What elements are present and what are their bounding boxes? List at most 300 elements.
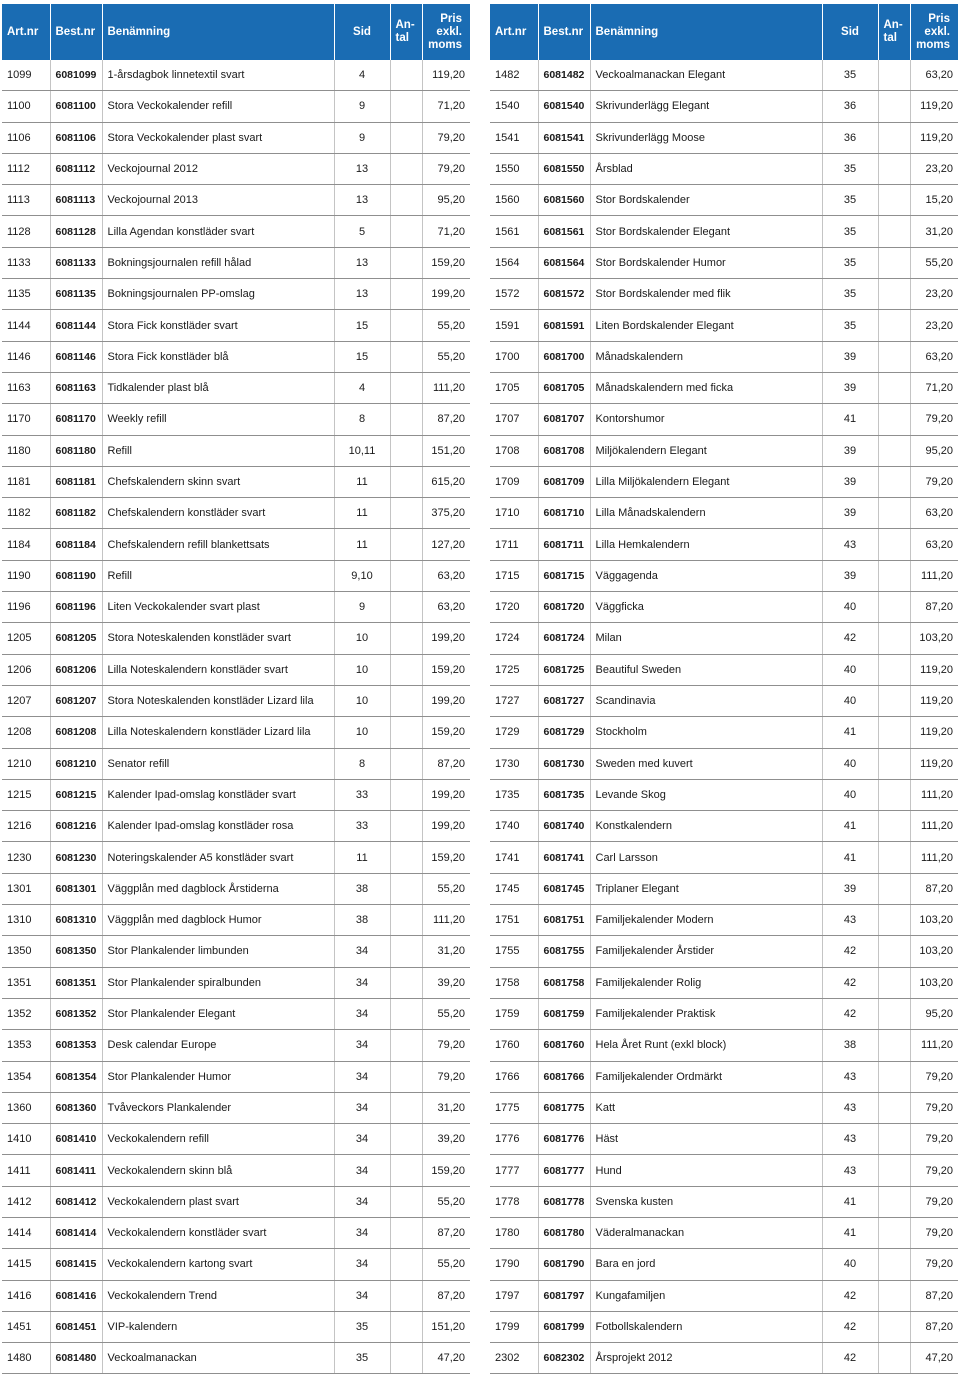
sid-cell: 39 xyxy=(822,341,878,372)
pris-cell: 63,20 xyxy=(910,60,958,91)
benamning-cell: Stora Fick konstläder svart xyxy=(102,310,334,341)
pris-cell: 55,20 xyxy=(910,247,958,278)
sid-cell: 39 xyxy=(822,466,878,497)
header-art-nr: Art.nr xyxy=(490,4,538,60)
antal-cell xyxy=(390,122,422,153)
sid-cell: 40 xyxy=(822,779,878,810)
art-nr-cell: 1170 xyxy=(2,404,50,435)
benamning-cell: Väggagenda xyxy=(590,560,822,591)
benamning-cell: Familjekalender Årstider xyxy=(590,936,822,967)
pris-cell: 87,20 xyxy=(422,404,470,435)
antal-cell xyxy=(390,529,422,560)
antal-cell xyxy=(390,779,422,810)
header-benamning: Benämning xyxy=(590,4,822,60)
table-row xyxy=(2,967,470,998)
benamning-cell: Veckokalendern konstläder svart xyxy=(102,1217,334,1248)
table-row xyxy=(2,435,470,466)
pris-cell: 63,20 xyxy=(910,498,958,529)
art-nr-cell: 1725 xyxy=(490,654,538,685)
header-pris xyxy=(910,4,958,60)
benamning-cell: Scandinavia xyxy=(590,685,822,716)
table-row xyxy=(490,1249,958,1280)
best-nr-cell: 6081560 xyxy=(538,185,590,216)
benamning-cell: Veckokalendern skinn blå xyxy=(102,1155,334,1186)
pris-cell: 63,20 xyxy=(422,592,470,623)
art-nr-cell: 1709 xyxy=(490,466,538,497)
sid-cell: 41 xyxy=(822,811,878,842)
sid-cell: 11 xyxy=(334,466,390,497)
sid-cell: 15 xyxy=(334,341,390,372)
benamning-cell: Lilla Noteskalendern konstläder svart xyxy=(102,654,334,685)
pris-cell: 71,20 xyxy=(422,91,470,122)
sid-cell: 39 xyxy=(822,560,878,591)
benamning-cell: Chefskalendern konstläder svart xyxy=(102,498,334,529)
antal-cell xyxy=(878,1124,910,1155)
antal-cell xyxy=(878,404,910,435)
best-nr-cell: 6081144 xyxy=(50,310,102,341)
table-row xyxy=(490,998,958,1029)
benamning-cell: Lilla Månadskalendern xyxy=(590,498,822,529)
benamning-cell: Noteringskalender A5 konstläder svart xyxy=(102,842,334,873)
antal-cell xyxy=(878,91,910,122)
best-nr-cell: 6081451 xyxy=(50,1311,102,1342)
benamning-cell: Årsblad xyxy=(590,153,822,184)
pris-cell: 79,20 xyxy=(910,466,958,497)
sid-cell: 38 xyxy=(334,905,390,936)
sid-cell: 41 xyxy=(822,717,878,748)
table-row xyxy=(490,1061,958,1092)
benamning-cell: Årsprojekt 2012 xyxy=(590,1343,822,1374)
table-row xyxy=(490,1311,958,1342)
antal-cell xyxy=(390,1124,422,1155)
best-nr-cell: 6081777 xyxy=(538,1155,590,1186)
art-nr-cell: 1776 xyxy=(490,1124,538,1155)
pris-cell: 55,20 xyxy=(422,1186,470,1217)
antal-cell xyxy=(878,654,910,685)
pris-cell: 111,20 xyxy=(910,1030,958,1061)
best-nr-cell: 6081751 xyxy=(538,905,590,936)
art-nr-cell: 1215 xyxy=(2,779,50,810)
benamning-cell: Stor Plankalender Elegant xyxy=(102,998,334,1029)
pris-cell: 119,20 xyxy=(910,122,958,153)
sid-cell: 13 xyxy=(334,185,390,216)
sid-cell: 33 xyxy=(334,779,390,810)
best-nr-cell: 6081482 xyxy=(538,60,590,91)
art-nr-cell: 1735 xyxy=(490,779,538,810)
table-row xyxy=(490,341,958,372)
benamning-cell: Väggplån med dagblock Årstiderna xyxy=(102,873,334,904)
antal-cell xyxy=(390,1155,422,1186)
art-nr-cell: 1760 xyxy=(490,1030,538,1061)
header-sid: Sid xyxy=(822,4,878,60)
benamning-cell: Refill xyxy=(102,560,334,591)
benamning-cell: Veckokalendern plast svart xyxy=(102,1186,334,1217)
sid-cell: 34 xyxy=(334,1155,390,1186)
sid-cell: 35 xyxy=(822,216,878,247)
benamning-cell: Stockholm xyxy=(590,717,822,748)
table-row xyxy=(2,1092,470,1123)
antal-cell xyxy=(878,623,910,654)
table-row xyxy=(2,498,470,529)
best-nr-cell: 6081705 xyxy=(538,372,590,403)
best-nr-cell: 6081708 xyxy=(538,435,590,466)
table-row xyxy=(490,404,958,435)
best-nr-cell: 6081190 xyxy=(50,560,102,591)
art-nr-cell: 1700 xyxy=(490,341,538,372)
pris-cell: 103,20 xyxy=(910,967,958,998)
pris-cell: 119,20 xyxy=(910,748,958,779)
sid-cell: 42 xyxy=(822,936,878,967)
pris-cell: 95,20 xyxy=(910,998,958,1029)
best-nr-cell: 6081411 xyxy=(50,1155,102,1186)
table-row xyxy=(490,498,958,529)
art-nr-cell: 1724 xyxy=(490,623,538,654)
benamning-cell: Veckoalmanackan Elegant xyxy=(590,60,822,91)
table-row xyxy=(490,122,958,153)
header-antal-line2: tal xyxy=(395,32,409,44)
sid-cell: 33 xyxy=(334,811,390,842)
sid-cell: 42 xyxy=(822,1311,878,1342)
best-nr-cell: 6081540 xyxy=(538,91,590,122)
table-row xyxy=(2,717,470,748)
table-header xyxy=(490,4,958,60)
benamning-cell: Stor Plankalender limbunden xyxy=(102,936,334,967)
best-nr-cell: 6081351 xyxy=(50,967,102,998)
pris-cell: 111,20 xyxy=(910,779,958,810)
header-benamning: Benämning xyxy=(102,4,334,60)
benamning-cell: Stor Bordskalender Elegant xyxy=(590,216,822,247)
table-row xyxy=(490,216,958,247)
best-nr-cell: 6081760 xyxy=(538,1030,590,1061)
benamning-cell: Skrivunderlägg Moose xyxy=(590,122,822,153)
table-row xyxy=(490,153,958,184)
sid-cell: 10,11 xyxy=(334,435,390,466)
antal-cell xyxy=(390,560,422,591)
table-row xyxy=(490,873,958,904)
sid-cell: 34 xyxy=(334,936,390,967)
pris-cell: 111,20 xyxy=(910,560,958,591)
pris-cell: 87,20 xyxy=(422,1280,470,1311)
sid-cell: 42 xyxy=(822,1343,878,1374)
antal-cell xyxy=(390,748,422,779)
antal-cell xyxy=(878,60,910,91)
sid-cell: 34 xyxy=(334,1030,390,1061)
header-antal-line1: An- xyxy=(883,19,903,31)
antal-cell xyxy=(878,341,910,372)
antal-cell xyxy=(878,560,910,591)
antal-cell xyxy=(878,529,910,560)
sid-cell: 34 xyxy=(334,1280,390,1311)
sid-cell: 43 xyxy=(822,1061,878,1092)
best-nr-cell: 6081780 xyxy=(538,1217,590,1248)
benamning-cell: Fotbollskalendern xyxy=(590,1311,822,1342)
table-row xyxy=(490,623,958,654)
benamning-cell: Refill xyxy=(102,435,334,466)
best-nr-cell: 6081412 xyxy=(50,1186,102,1217)
art-nr-cell: 1710 xyxy=(490,498,538,529)
sid-cell: 4 xyxy=(334,60,390,91)
best-nr-cell: 6081350 xyxy=(50,936,102,967)
art-nr-cell: 1727 xyxy=(490,685,538,716)
table-row xyxy=(2,998,470,1029)
table-row xyxy=(490,779,958,810)
benamning-cell: Familjekalender Praktisk xyxy=(590,998,822,1029)
pris-cell: 79,20 xyxy=(422,1030,470,1061)
pris-cell: 119,20 xyxy=(910,654,958,685)
sid-cell: 42 xyxy=(822,998,878,1029)
antal-cell xyxy=(390,279,422,310)
antal-cell xyxy=(390,1311,422,1342)
pris-cell: 39,20 xyxy=(422,967,470,998)
sid-cell: 38 xyxy=(334,873,390,904)
art-nr-cell: 1106 xyxy=(2,122,50,153)
antal-cell xyxy=(390,1061,422,1092)
antal-cell xyxy=(878,1280,910,1311)
pris-cell: 111,20 xyxy=(422,905,470,936)
art-nr-cell: 1451 xyxy=(2,1311,50,1342)
sid-cell: 11 xyxy=(334,842,390,873)
pris-cell: 79,20 xyxy=(910,1092,958,1123)
header-best-nr: Best.nr xyxy=(538,4,590,60)
art-nr-cell: 1099 xyxy=(2,60,50,91)
pris-cell: 199,20 xyxy=(422,685,470,716)
best-nr-cell: 6081720 xyxy=(538,592,590,623)
antal-cell xyxy=(878,279,910,310)
pris-cell: 199,20 xyxy=(422,623,470,654)
art-nr-cell: 1208 xyxy=(2,717,50,748)
art-nr-cell: 1799 xyxy=(490,1311,538,1342)
table-row xyxy=(490,560,958,591)
pris-cell: 71,20 xyxy=(422,216,470,247)
benamning-cell: Chefskalendern skinn svart xyxy=(102,466,334,497)
antal-cell xyxy=(878,435,910,466)
table-row xyxy=(2,1311,470,1342)
sid-cell: 10 xyxy=(334,654,390,685)
best-nr-cell: 6081729 xyxy=(538,717,590,748)
pris-cell: 103,20 xyxy=(910,623,958,654)
table-row xyxy=(490,529,958,560)
benamning-cell: Stor Bordskalender Humor xyxy=(590,247,822,278)
art-nr-cell: 1777 xyxy=(490,1155,538,1186)
sid-cell: 42 xyxy=(822,1280,878,1311)
sid-cell: 9,10 xyxy=(334,560,390,591)
sid-cell: 39 xyxy=(822,498,878,529)
sid-cell: 38 xyxy=(822,1030,878,1061)
header-pris-line2: exkl. xyxy=(436,25,462,38)
art-nr-cell: 1210 xyxy=(2,748,50,779)
best-nr-cell: 6082302 xyxy=(538,1343,590,1374)
art-nr-cell: 1163 xyxy=(2,372,50,403)
sid-cell: 42 xyxy=(822,623,878,654)
table-row xyxy=(2,1249,470,1280)
benamning-cell: Svenska kusten xyxy=(590,1186,822,1217)
best-nr-cell: 6081778 xyxy=(538,1186,590,1217)
antal-cell xyxy=(878,466,910,497)
art-nr-cell: 1360 xyxy=(2,1092,50,1123)
sid-cell: 10 xyxy=(334,717,390,748)
best-nr-cell: 6081711 xyxy=(538,529,590,560)
sid-cell: 41 xyxy=(822,1217,878,1248)
table-row xyxy=(2,310,470,341)
table-row xyxy=(2,529,470,560)
sid-cell: 8 xyxy=(334,748,390,779)
sid-cell: 9 xyxy=(334,91,390,122)
best-nr-cell: 6081163 xyxy=(50,372,102,403)
best-nr-cell: 6081170 xyxy=(50,404,102,435)
antal-cell xyxy=(878,310,910,341)
table-row xyxy=(490,466,958,497)
art-nr-cell: 1146 xyxy=(2,341,50,372)
antal-cell xyxy=(390,592,422,623)
sid-cell: 43 xyxy=(822,905,878,936)
antal-cell xyxy=(390,498,422,529)
sid-cell: 10 xyxy=(334,623,390,654)
antal-cell xyxy=(390,435,422,466)
pris-cell: 47,20 xyxy=(422,1343,470,1374)
table-row xyxy=(490,1092,958,1123)
antal-cell xyxy=(878,967,910,998)
antal-cell xyxy=(390,91,422,122)
art-nr-cell: 1751 xyxy=(490,905,538,936)
table-row xyxy=(490,842,958,873)
best-nr-cell: 6081707 xyxy=(538,404,590,435)
antal-cell xyxy=(390,1217,422,1248)
table-row xyxy=(2,560,470,591)
benamning-cell: Liten Veckokalender svart plast xyxy=(102,592,334,623)
table-row xyxy=(2,685,470,716)
header-antal-line1: An- xyxy=(395,19,415,31)
sid-cell: 13 xyxy=(334,279,390,310)
sid-cell: 13 xyxy=(334,247,390,278)
antal-cell xyxy=(878,1217,910,1248)
antal-cell xyxy=(390,654,422,685)
best-nr-cell: 6081709 xyxy=(538,466,590,497)
benamning-cell: Tvåveckors Plankalender xyxy=(102,1092,334,1123)
benamning-cell: Skrivunderlägg Elegant xyxy=(590,91,822,122)
best-nr-cell: 6081207 xyxy=(50,685,102,716)
benamning-cell: Häst xyxy=(590,1124,822,1155)
antal-cell xyxy=(390,216,422,247)
benamning-cell: Desk calendar Europe xyxy=(102,1030,334,1061)
antal-cell xyxy=(878,905,910,936)
header-antal-line2: tal xyxy=(883,32,897,44)
best-nr-cell: 6081146 xyxy=(50,341,102,372)
sid-cell: 41 xyxy=(822,1186,878,1217)
benamning-cell: Veckojournal 2012 xyxy=(102,153,334,184)
best-nr-cell: 6081099 xyxy=(50,60,102,91)
art-nr-cell: 1351 xyxy=(2,967,50,998)
sid-cell: 43 xyxy=(822,1155,878,1186)
art-nr-cell: 1353 xyxy=(2,1030,50,1061)
best-nr-cell: 6081128 xyxy=(50,216,102,247)
table-row xyxy=(2,1155,470,1186)
table-row xyxy=(490,185,958,216)
table-row xyxy=(2,185,470,216)
antal-cell xyxy=(390,811,422,842)
antal-cell xyxy=(390,185,422,216)
table-row xyxy=(2,905,470,936)
best-nr-cell: 6081352 xyxy=(50,998,102,1029)
table-row xyxy=(490,310,958,341)
pris-cell: 79,20 xyxy=(910,1124,958,1155)
benamning-cell: Milan xyxy=(590,623,822,654)
sid-cell: 35 xyxy=(822,310,878,341)
best-nr-cell: 6081206 xyxy=(50,654,102,685)
benamning-cell: Stor Bordskalender med flik xyxy=(590,279,822,310)
pris-cell: 79,20 xyxy=(910,1061,958,1092)
best-nr-cell: 6081208 xyxy=(50,717,102,748)
sid-cell: 9 xyxy=(334,122,390,153)
sid-cell: 35 xyxy=(822,153,878,184)
table-row xyxy=(2,60,470,91)
sid-cell: 13 xyxy=(334,153,390,184)
benamning-cell: Liten Bordskalender Elegant xyxy=(590,310,822,341)
best-nr-cell: 6081561 xyxy=(538,216,590,247)
antal-cell xyxy=(390,1092,422,1123)
art-nr-cell: 1550 xyxy=(490,153,538,184)
header-best-nr: Best.nr xyxy=(50,4,102,60)
art-nr-cell: 1480 xyxy=(2,1343,50,1374)
table-row xyxy=(2,1186,470,1217)
antal-cell xyxy=(390,247,422,278)
best-nr-cell: 6081133 xyxy=(50,247,102,278)
best-nr-cell: 6081414 xyxy=(50,1217,102,1248)
art-nr-cell: 1230 xyxy=(2,842,50,873)
table-row xyxy=(2,811,470,842)
benamning-cell: Stora Noteskalenden konstläder svart xyxy=(102,623,334,654)
art-nr-cell: 1350 xyxy=(2,936,50,967)
sid-cell: 41 xyxy=(822,404,878,435)
best-nr-cell: 6081790 xyxy=(538,1249,590,1280)
pris-cell: 151,20 xyxy=(422,435,470,466)
antal-cell xyxy=(390,967,422,998)
sid-cell: 35 xyxy=(822,279,878,310)
best-nr-cell: 6081310 xyxy=(50,905,102,936)
pris-cell: 87,20 xyxy=(422,748,470,779)
benamning-cell: Chefskalendern refill blankettsats xyxy=(102,529,334,560)
best-nr-cell: 6081230 xyxy=(50,842,102,873)
pris-cell: 79,20 xyxy=(910,1186,958,1217)
art-nr-cell: 1216 xyxy=(2,811,50,842)
art-nr-cell: 1540 xyxy=(490,91,538,122)
benamning-cell: Konstkalendern xyxy=(590,811,822,842)
benamning-cell: Beautiful Sweden xyxy=(590,654,822,685)
benamning-cell: Hund xyxy=(590,1155,822,1186)
sid-cell: 43 xyxy=(822,1124,878,1155)
best-nr-cell: 6081741 xyxy=(538,842,590,873)
sid-cell: 35 xyxy=(334,1343,390,1374)
header-pris-line1: Pris xyxy=(440,12,462,25)
table-row xyxy=(490,1217,958,1248)
table-row xyxy=(490,247,958,278)
pris-cell: 87,20 xyxy=(910,873,958,904)
sid-cell: 34 xyxy=(334,998,390,1029)
sid-cell: 35 xyxy=(822,60,878,91)
art-nr-cell: 1128 xyxy=(2,216,50,247)
antal-cell xyxy=(878,936,910,967)
pris-cell: 79,20 xyxy=(422,153,470,184)
antal-cell xyxy=(390,1186,422,1217)
benamning-cell: Stora Noteskalenden konstläder Lizard lila xyxy=(102,685,334,716)
pris-cell: 71,20 xyxy=(910,372,958,403)
art-nr-cell: 1190 xyxy=(2,560,50,591)
best-nr-cell: 6081758 xyxy=(538,967,590,998)
antal-cell xyxy=(878,1249,910,1280)
art-nr-cell: 1181 xyxy=(2,466,50,497)
best-nr-cell: 6081182 xyxy=(50,498,102,529)
benamning-cell: Stor Plankalender Humor xyxy=(102,1061,334,1092)
antal-cell xyxy=(390,1280,422,1311)
